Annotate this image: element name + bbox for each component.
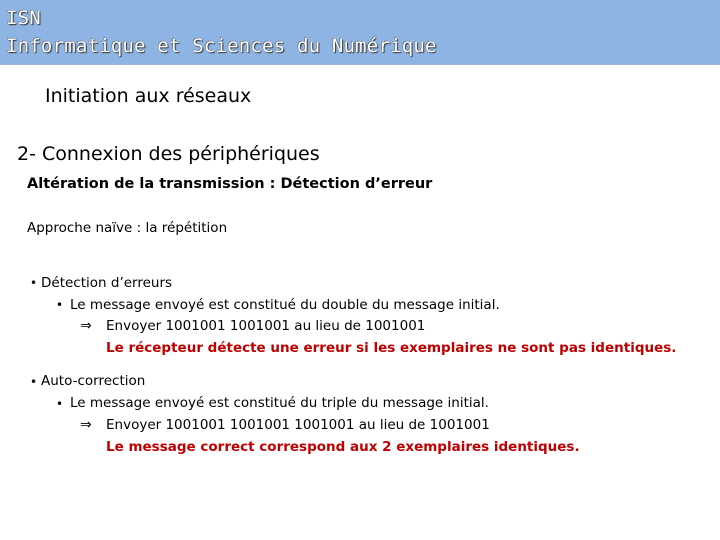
chapter-title: 2- Connexion des périphériques	[17, 143, 320, 165]
sub-bullet-detection: Le message envoyé est constitué du double du message initial.	[70, 297, 500, 313]
sub-bullet-icon: •	[56, 298, 64, 312]
bullet-label-autocorrection: Auto-correction	[41, 373, 146, 389]
implication-detection: Envoyer 1001001 1001001 au lieu de 1001001	[106, 318, 426, 334]
header-title: ISN	[6, 7, 41, 29]
bullet-icon: •	[30, 276, 38, 290]
implies-arrow-icon: ⇒	[80, 318, 92, 334]
approach-heading: Approche naïve : la répétition	[27, 220, 228, 236]
sub-bullet-icon: •	[56, 397, 64, 411]
bullet-icon: •	[30, 375, 38, 389]
implies-arrow-icon: ⇒	[80, 417, 92, 433]
header-subtitle: Informatique et Sciences du Numérique	[6, 35, 437, 57]
header-banner	[0, 0, 720, 65]
sub-bullet-autocorrection: Le message envoyé est constitué du triple du message initial.	[70, 395, 489, 411]
bullet-label-detection: Détection d’erreurs	[41, 275, 173, 291]
implication-autocorrection: Envoyer 1001001 1001001 1001001 au lieu de 1001001	[106, 417, 490, 433]
section-title: Altération de la transmission : Détection d’erreur	[27, 176, 433, 192]
highlight-autocorrection: Le message correct correspond aux 2 exemplaires identiques.	[106, 439, 580, 455]
course-title: Initiation aux réseaux	[45, 85, 252, 107]
highlight-detection: Le récepteur détecte une erreur si les exemplaires ne sont pas identiques.	[106, 340, 677, 356]
